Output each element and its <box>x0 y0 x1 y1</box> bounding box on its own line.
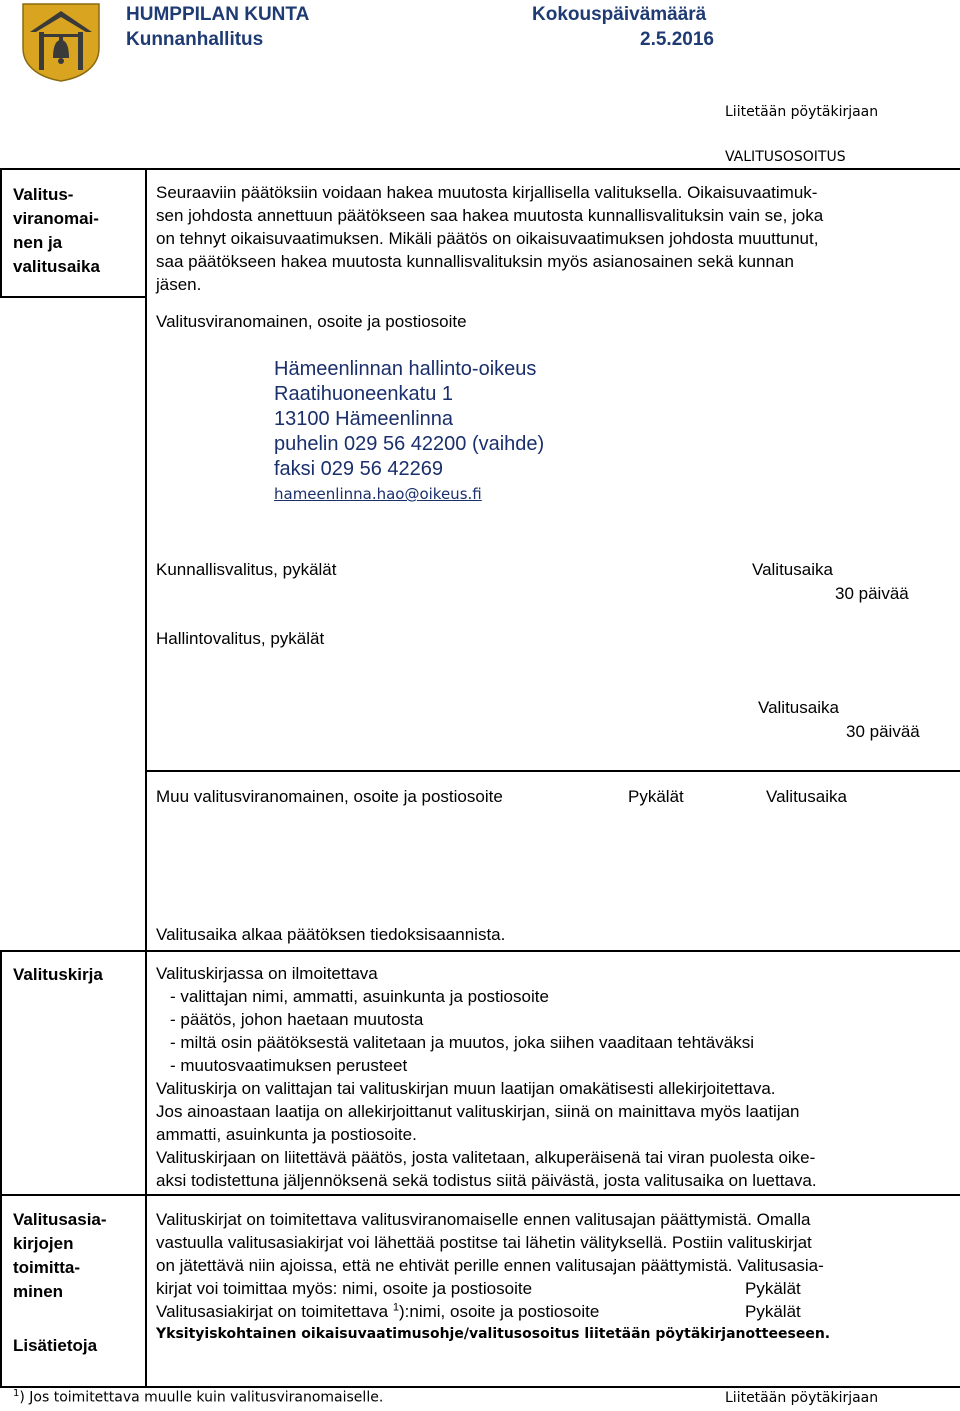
appeal-letter-instructions: Valituskirjassa on ilmoitettava - valittajan nimi, ammatti, asuinkunta ja postiosoite - päätös, johon haetaan muutosta - miltä osin päätöksestä valitetaan ja muutos, joka siihen vaaditaan tehtäväksi - muutosvaatimuksen perusteet Valituskirja on valittajan tai valituskirjan muun laatijan omakätisesti allekirjoitettava. Jos ainoastaan laatija on allekirjoittanut valituskirjan, siinä on mainittava myös laatijan ammatti, asuinkunta ja postiosoite. Valituskirjaan on liitettävä päätös, josta valitetaan, alkuperäisenä tai viran puolesta oike- aksi todistettuna jäljennöksenä sekä todistus siitä päivästä, josta valitusaika on luettava. <box>156 964 817 1190</box>
municipal-crest-logo <box>20 2 102 82</box>
governing-body: Kunnanhallitus <box>126 29 264 50</box>
attached-note: Liitetään pöytäkirjaan <box>725 104 879 120</box>
section-label-appeal-authority: Valitus- viranomai- nen ja valitusaika <box>13 185 100 276</box>
municipal-appeal-period-label: Valitusaika <box>752 560 833 579</box>
section-label-appeal-letter: Valituskirja <box>13 965 103 984</box>
label-left-border-1 <box>0 168 2 296</box>
municipal-appeal-period-value: 30 päivää <box>835 584 909 603</box>
meeting-date-label: Kokouspäivämäärä <box>532 4 707 25</box>
row-divider-3 <box>0 1194 960 1196</box>
section-label-delivery: Valitusasia- kirjojen toimitta- minen <box>13 1210 107 1301</box>
column-divider <box>145 168 147 1388</box>
more-info-text: Yksityiskohtainen oikaisuvaatimusohje/valitusosoitus liitetään pöytäkirjanotteeseen. <box>156 1326 831 1342</box>
footer-attached-note: Liitetään pöytäkirjaan <box>725 1390 879 1406</box>
row-divider-2 <box>0 950 960 952</box>
authority-heading: Valitusviranomainen, osoite ja postiosoite <box>156 312 467 331</box>
other-authority-heading: Muu valitusviranomainen, osoite ja postiosoite <box>156 787 503 806</box>
other-authority-sections-label: Pykälät <box>628 787 684 806</box>
content-divider-1 <box>145 770 960 772</box>
municipality-name: HUMPPILAN KUNTA <box>126 4 310 25</box>
authority-address: Hämeenlinnan hallinto-oikeus Raatihuoneenkatu 1 13100 Hämeenlinna puhelin 029 56 42200 (vaihde) faksi 029 56 42269 <box>274 358 545 480</box>
section-label-more-info: Lisätietoja <box>13 1336 98 1355</box>
label-left-border-2 <box>0 950 2 1388</box>
municipal-appeal-sections: Kunnallisvalitus, pykälät <box>156 560 337 579</box>
label-divider-1 <box>0 296 145 298</box>
delivery-instructions: Valituskirjat on toimitettava valitusviranomaiselle ennen valitusajan päättymistä. Omalla vastuulla valitusasiakirjat voi lähettää postitse tai lähetin välityksellä. Postiin valituskirjat on jätettävä niin ajoissa, että ne ehtivät perille ennen valitusajan päättymistä. Valitusasia- kirjat voi toimittaa myös: nimi, osoite ja postiosoite Pykälät Valitusasiakirjat on toimitettava $^1$):nimi, osoite ja postiosoite Pykälät <box>156 1210 824 1321</box>
appeal-period-start-note: Valitusaika alkaa päätöksen tiedoksisaannista. <box>156 925 506 944</box>
document-type: VALITUSOSOITUS <box>725 149 846 165</box>
meeting-date: 2.5.2016 <box>640 29 714 50</box>
other-authority-period-label: Valitusaika <box>766 787 847 806</box>
appeal-intro-paragraph: Seuraaviin päätöksiin voidaan hakea muutosta kirjallisella valituksella. Oikaisuvaatimuk- sen johdosta annettuun päätökseen saa hakea muutosta kunnallisvalituksin vain se, joka on tehnyt oikaisuvaatimuksen. Mikäli päätös on oikaisuvaatimuksen johdosta muuttunut, saa päätökseen hakea muutosta kunnallisvalituksin myös asianosainen sekä kunnan jäsen. <box>156 183 824 294</box>
admin-appeal-period-label: Valitusaika <box>758 698 839 717</box>
footnote: $^1$) Jos toimitettava muulle kuin valitusviranomaiselle. <box>13 1388 384 1406</box>
admin-appeal-sections: Hallintovalitus, pykälät <box>156 629 325 648</box>
table-top-border <box>0 168 960 170</box>
authority-email-link[interactable]: hameenlinna.hao@oikeus.fi <box>274 485 482 503</box>
admin-appeal-period-value: 30 päivää <box>846 722 920 741</box>
